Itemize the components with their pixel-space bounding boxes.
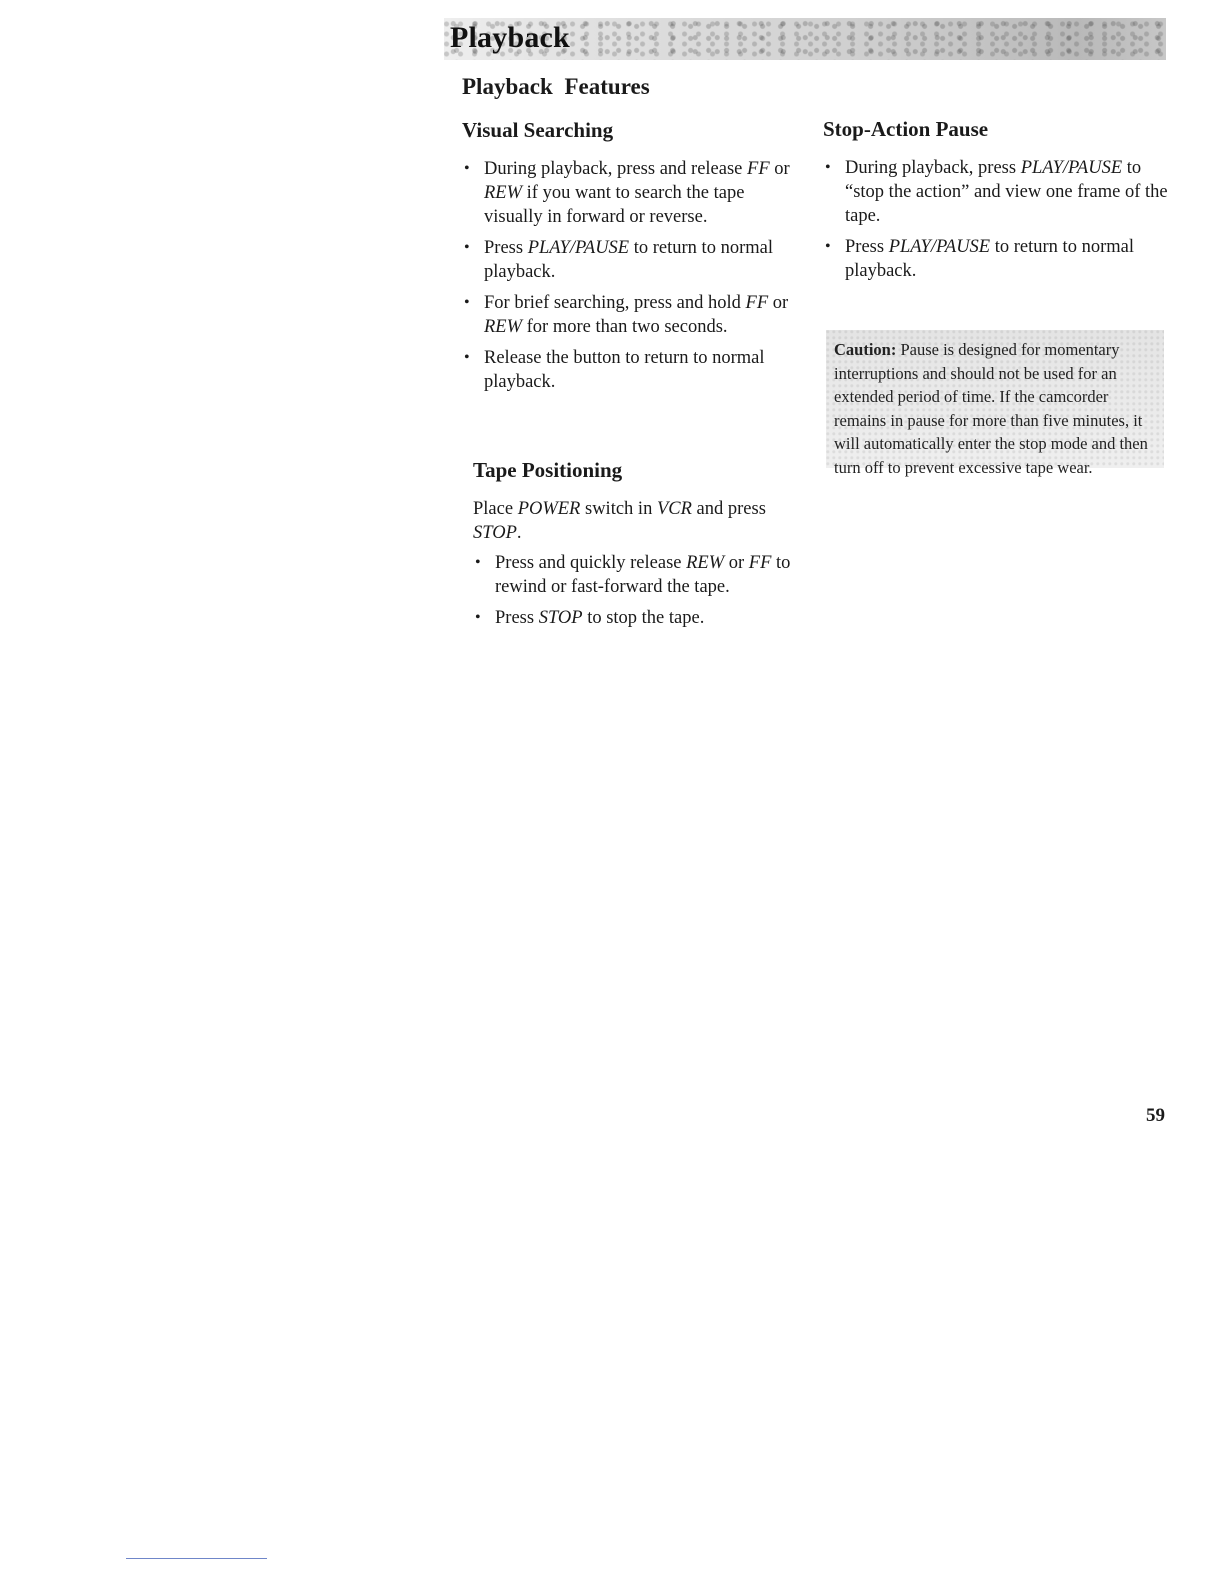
page-number: 59 [1146, 1105, 1165, 1126]
list-item: • During playback, press PLAY/PAUSE to “stop the action” and view one frame of the tape. [823, 156, 1168, 228]
tape-positioning-section [473, 458, 803, 637]
section-header-banner [444, 18, 1166, 60]
stop-action-pause-heading: Stop-Action Pause [823, 117, 989, 141]
visual-searching-list [462, 157, 807, 394]
footer-divider [126, 1558, 267, 1559]
stop-action-pause-list [823, 156, 1168, 283]
list-item: • Press PLAY/PAUSE to return to normal playback. [462, 236, 807, 284]
list-item: • Release the button to return to normal playback. [462, 346, 807, 394]
tape-positioning-intro: Place POWER switch in VCR and press STOP. [473, 499, 766, 543]
stop-action-pause-section [823, 117, 1168, 290]
list-item: • Press STOP to stop the tape. [473, 606, 803, 630]
visual-searching-heading: Visual Searching [462, 118, 614, 142]
tape-positioning-heading: Tape Positioning [473, 458, 623, 482]
section-title: Playback [450, 21, 570, 54]
list-item: • Press PLAY/PAUSE to return to normal playback. [823, 235, 1168, 283]
tape-positioning-list [473, 551, 803, 630]
page-title: Playback Features [462, 74, 650, 99]
list-item: • During playback, press and release FF or REW if you want to search the tape visually in forward or reverse. [462, 157, 807, 229]
caution-text: Pause is designed for momentary interruptions and should not be used for an extended period of time. If the camcorder remains in pause for more than five minutes, it will automatically enter the stop mode and then turn off to prevent excessive tape wear. [834, 340, 1148, 477]
list-item: • Press and quickly release REW or FF to rewind or fast-forward the tape. [473, 551, 803, 599]
visual-searching-section [462, 118, 807, 401]
list-item: • For brief searching, press and hold FF or REW for more than two seconds. [462, 291, 807, 339]
caution-note [826, 330, 1164, 477]
caution-label: Caution: [834, 340, 897, 359]
